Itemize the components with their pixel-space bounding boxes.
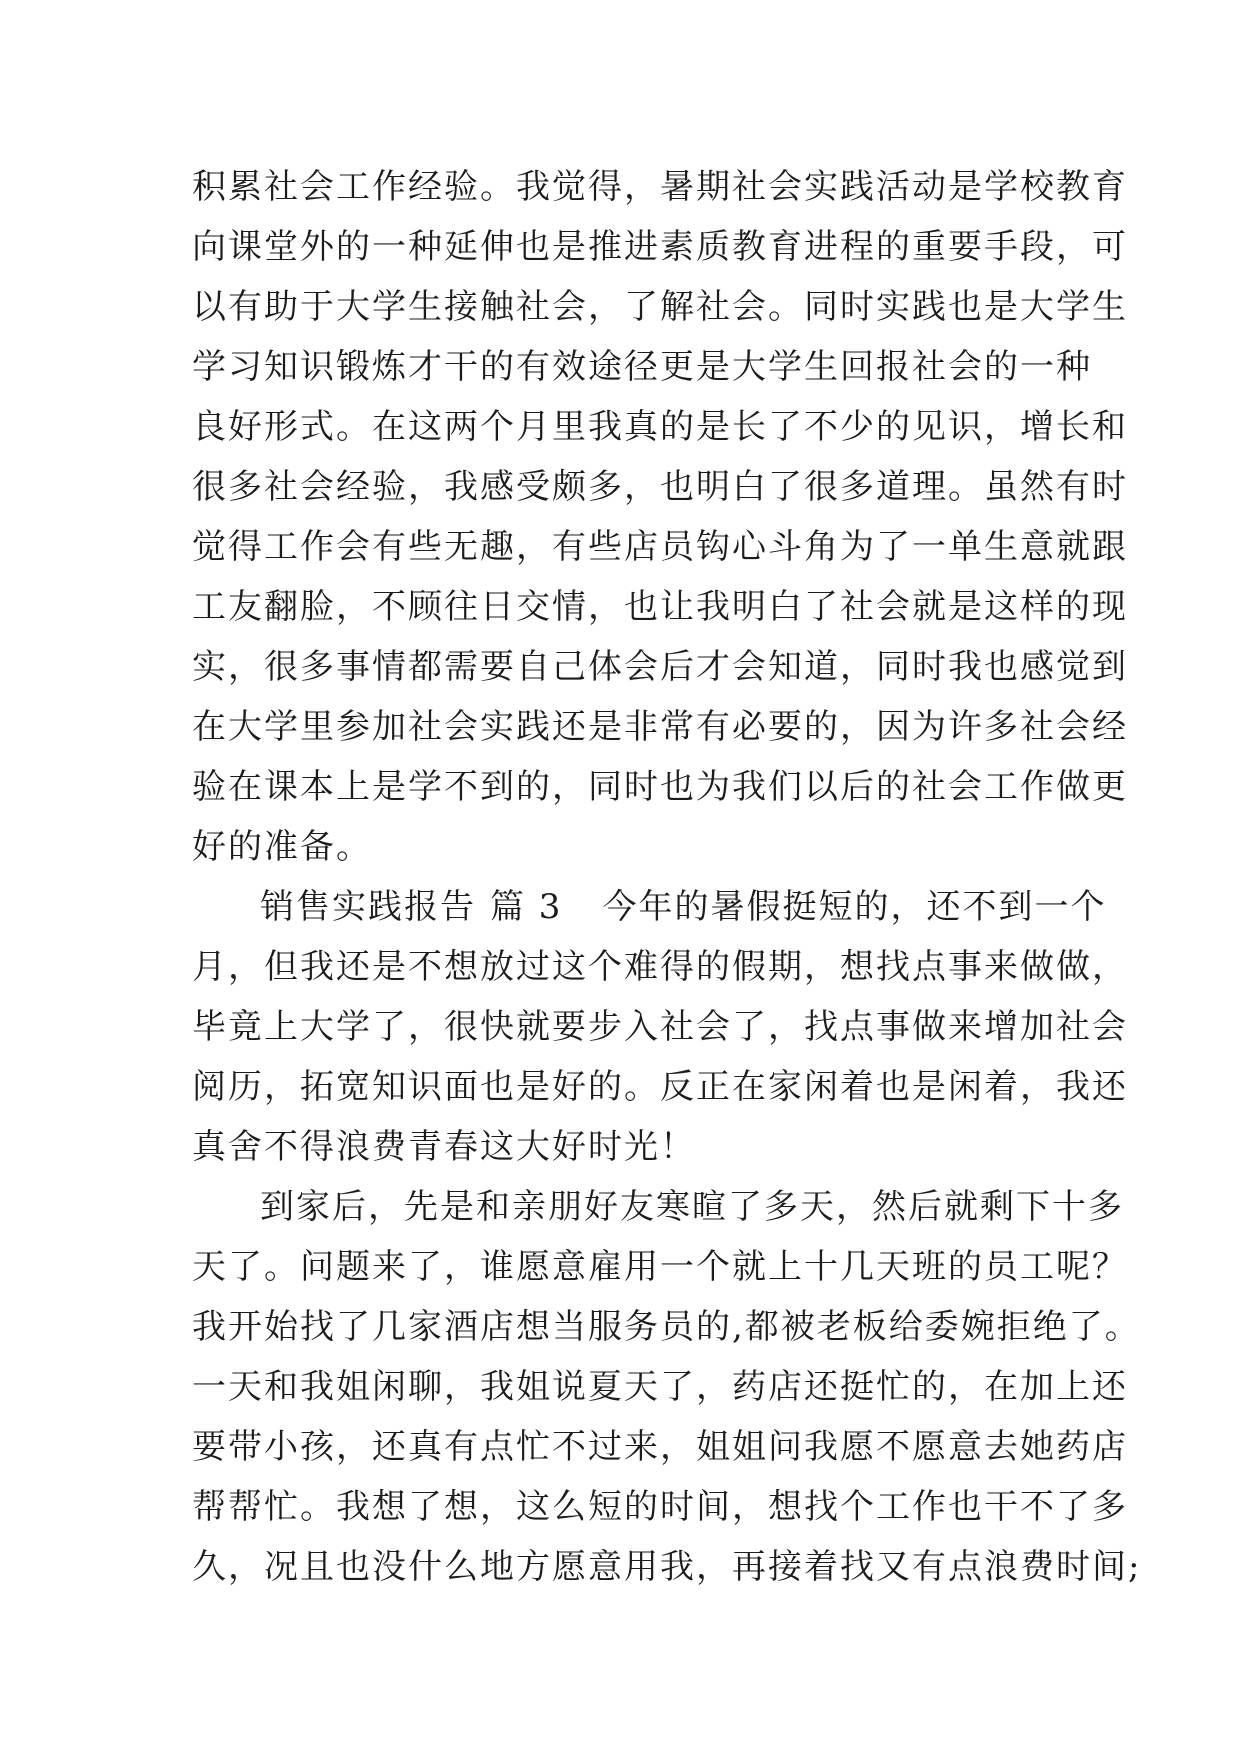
text-line: 向课堂外的一种延伸也是推进素质教育进程的重要手段，可 bbox=[192, 227, 1128, 267]
text-line: 帮帮忙。我想了想，这么短的时间，想找个工作也干不了多 bbox=[192, 1487, 1128, 1527]
text-line: 要带小孩，还真有点忙不过来，姐姐问我愿不愿意去她药店 bbox=[192, 1427, 1128, 1467]
document-body bbox=[192, 157, 1142, 1597]
text-line: 真舍不得浪费青春这大好时光！ bbox=[192, 1127, 696, 1167]
text-line: 阅历，拓宽知识面也是好的。反正在家闲着也是闲着，我还 bbox=[192, 1067, 1128, 1107]
text-line: 工友翻脸，不顾往日交情，也让我明白了社会就是这样的现 bbox=[192, 587, 1128, 627]
text-line: 月，但我还是不想放过这个难得的假期，想找点事来做做， bbox=[192, 947, 1128, 987]
section-heading-line bbox=[192, 877, 1107, 937]
paragraph-3 bbox=[192, 1177, 1142, 1597]
text-line: 很多社会经验，我感受颇多，也明白了很多道理。虽然有时 bbox=[192, 467, 1128, 507]
text-line: 在大学里参加社会实践还是非常有必要的，因为许多社会经 bbox=[192, 707, 1128, 747]
text-line: 毕竟上大学了，很快就要步入社会了，找点事做来增加社会 bbox=[192, 1007, 1128, 1047]
text-line: 以有助于大学生接触社会，了解社会。同时实践也是大学生 bbox=[192, 287, 1128, 327]
text-line: 天了。问题来了，谁愿意雇用一个就上十几天班的员工呢？ bbox=[192, 1247, 1128, 1287]
text-line: 今年的暑假挺短的，还不到一个 bbox=[602, 887, 1107, 927]
text-line: 积累社会工作经验。我觉得，暑期社会实践活动是学校教育 bbox=[192, 167, 1128, 207]
text-line: 觉得工作会有些无趣，有些店员钩心斗角为了一单生意就跟 bbox=[192, 527, 1128, 567]
paragraph-2 bbox=[192, 877, 1128, 1177]
text-line: 好的准备。 bbox=[192, 827, 372, 867]
section-part-number: 篇 3 bbox=[490, 887, 563, 927]
text-line: 久，况且也没什么地方愿意用我，再接着找又有点浪费时间; bbox=[192, 1547, 1142, 1587]
text-line: 到家后，先是和亲朋好友寒暄了多天，然后就剩下十多 bbox=[260, 1187, 1124, 1227]
section-title: 销售实践报告 bbox=[260, 887, 476, 927]
text-line: 我开始找了几家酒店想当服务员的,都被老板给委婉拒绝了。 bbox=[192, 1307, 1141, 1347]
text-line: 学习知识锻炼才干的有效途径更是大学生回报社会的一种 bbox=[192, 347, 1092, 387]
text-line: 一天和我姐闲聊，我姐说夏天了，药店还挺忙的，在加上还 bbox=[192, 1367, 1128, 1407]
text-line: 实，很多事情都需要自己体会后才会知道，同时我也感觉到 bbox=[192, 647, 1128, 687]
text-line: 验在课本上是学不到的，同时也为我们以后的社会工作做更 bbox=[192, 767, 1128, 807]
text-line: 良好形式。在这两个月里我真的是长了不少的见识，增长和 bbox=[192, 407, 1128, 447]
paragraph-1 bbox=[192, 157, 1128, 877]
